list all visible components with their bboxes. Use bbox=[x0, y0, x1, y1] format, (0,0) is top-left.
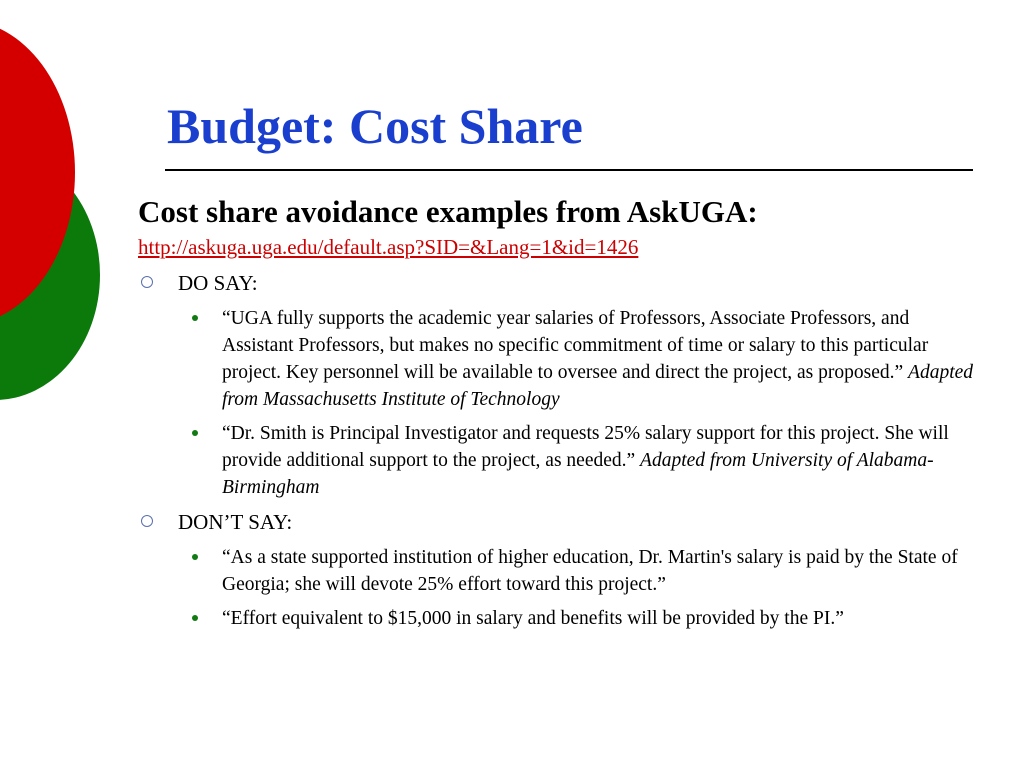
slide-title: Budget: Cost Share bbox=[167, 98, 583, 154]
quote-text: “As a state supported institution of higher education, Dr. Martin's salary is paid by the State of Georgia; she will devote 25% effort toward this project.” bbox=[222, 547, 958, 595]
hollow-circle-bullet-icon bbox=[141, 515, 153, 527]
dot-bullet-icon bbox=[192, 430, 198, 436]
section-do-say bbox=[138, 268, 980, 298]
slide-heading: Cost share avoidance examples from AskUGA: bbox=[138, 194, 758, 229]
section-label: DO SAY: bbox=[178, 271, 258, 295]
section-dont-say bbox=[138, 507, 980, 537]
list-item bbox=[138, 420, 980, 501]
dot-bullet-icon bbox=[192, 554, 198, 560]
quote-source: Adapted from University of Alabama-Birmingham bbox=[222, 450, 934, 498]
section-label: DON’T SAY: bbox=[178, 510, 293, 534]
dot-bullet-icon bbox=[192, 615, 198, 621]
slide-content bbox=[138, 192, 980, 632]
quote-source: Adapted from Massachusetts Institute of Technology bbox=[222, 362, 974, 410]
list-item bbox=[138, 305, 980, 413]
list-item bbox=[138, 605, 980, 632]
list-item bbox=[138, 544, 980, 598]
hollow-circle-bullet-icon bbox=[141, 276, 153, 288]
title-divider bbox=[165, 169, 973, 171]
dot-bullet-icon bbox=[192, 315, 198, 321]
quote-text: “Dr. Smith is Principal Investigator and requests 25% salary support for this project. She will provide additional support to the project, as needed.” bbox=[222, 423, 949, 471]
quote-text: “UGA fully supports the academic year salaries of Professors, Associate Professors, and Assistant Professors, but makes no specific commitment of time or salary to this particular project. Key personnel will be available to oversee and direct the project, as proposed.” bbox=[222, 308, 929, 383]
askuga-link[interactable]: http://askuga.uga.edu/default.asp?SID=&Lang=1&id=1426 bbox=[138, 235, 639, 259]
quote-text: “Effort equivalent to $15,000 in salary and benefits will be provided by the PI.” bbox=[222, 608, 844, 629]
